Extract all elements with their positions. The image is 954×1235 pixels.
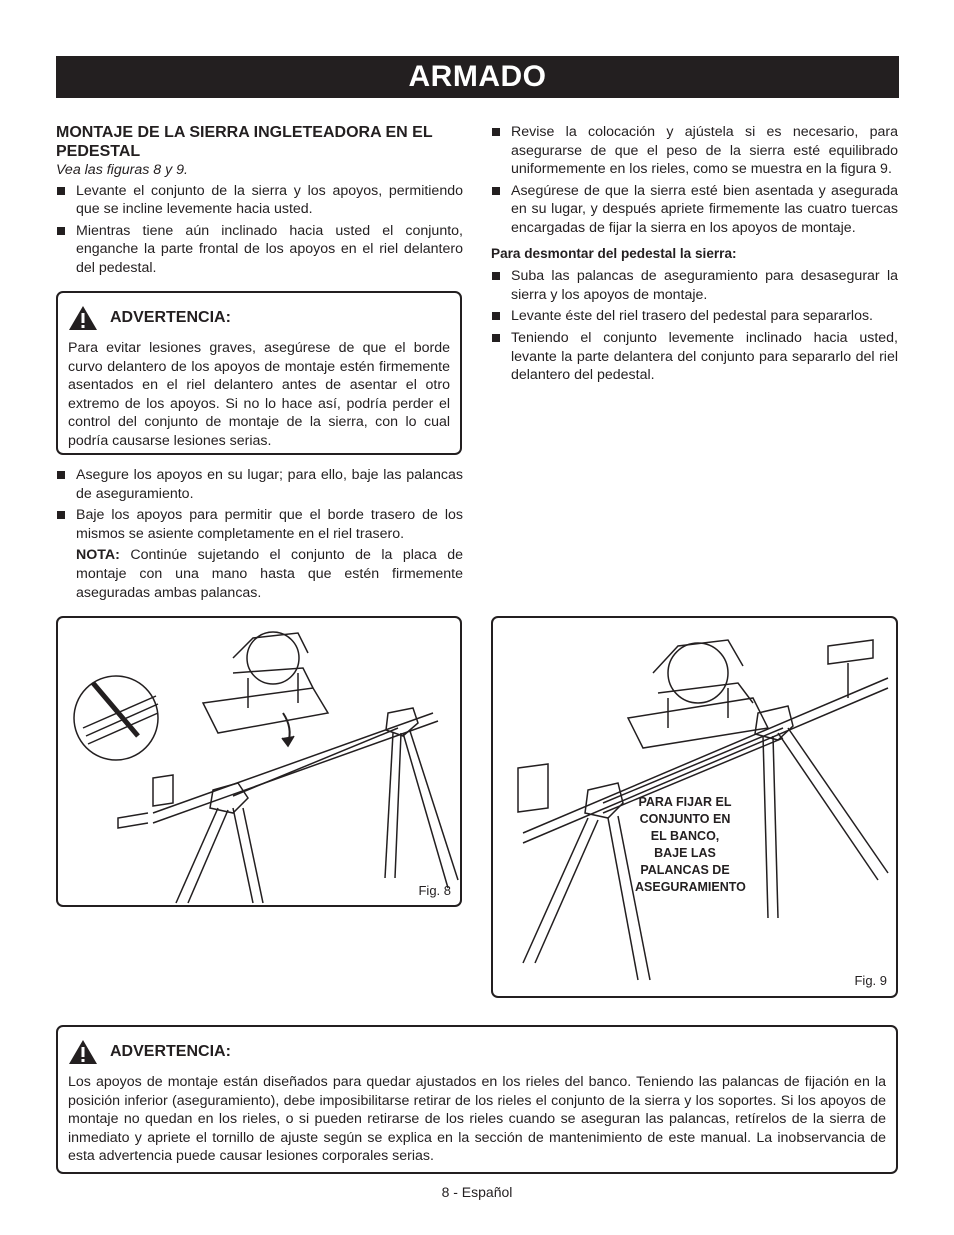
list-item: Asegúrese de que la sierra esté bien asentada y asegurada en su lugar, y después apriete firmemente las cuatro tuercas encargadas de fijar la sierra en los apoyos de montaje. [491,182,898,238]
figure-8 [56,616,462,907]
figure-reference: Vea las figuras 8 y 9. [56,162,188,178]
list-item: Mientras tiene aún inclinado hacia usted el conjunto, enganche la parte frontal de los apoyos en el riel delantero del pedestal. [56,222,463,278]
list-item: Baje los apoyos para permitir que el borde trasero de los mismos se asiente completamente en el riel trasero. [56,506,463,543]
section-heading: MONTAJE DE LA SIERRA INGLETEADORA EN EL PEDESTAL [56,124,433,160]
list-item: Teniendo el conjunto levemente inclinado hacia usted, levante la parte delantera del conjunto para separarlo del riel delantero del pedestal. [491,329,898,385]
warning-box-2 [56,1025,898,1174]
removal-subheading: Para desmontar del pedestal la sierra: [491,245,737,261]
warning-title: ADVERTENCIA: [110,1043,231,1060]
instruction-list-bottom [56,466,463,543]
warning-box-1 [56,291,462,455]
warning-triangle-icon [68,305,98,331]
figure-9-callout: PARA FIJAR EL CONJUNTO EN EL BANCO, BAJE LAS PALANCAS DE ASEGURAMIENTO [635,795,746,894]
removal-list [491,267,898,385]
left-column [56,123,463,281]
check-list [491,123,898,238]
note-text: Continúe sujetando el conjunto de la placa de montaje con una mano hasta que estén firmemente aseguradas ambas palancas. [76,547,463,601]
figure-9 [491,616,898,998]
figure-9-label: Fig. 9 [854,973,887,988]
warning-text: Para evitar lesiones graves, asegúrese de que el borde curvo delantero de los apoyos de montaje estén firmemente asentados en el riel delantero antes de asentar el otro extremo de los apoyos. Si no lo hace así, podría perder el control del conjunto de montaje de la sierra, con lo cual podría causarse lesiones serias. [68,340,450,449]
section-title-banner: ARMADO [56,56,899,98]
note-paragraph [56,546,463,602]
instruction-list-top [56,182,463,278]
note-label: NOTA: [76,547,120,564]
warning-text: Los apoyos de montaje están diseñados para quedar ajustados en los rieles del banco. Teniendo las palancas de fijación en la posición inferior (aseguramiento), debe imposibilitarse retirar de los rieles el conjunto de la sierra y los soportes. Si los apoyos de montaje no quedan en los rieles, o si pueden retirarse de los rieles cuando se aseguran las palancas, retírelos de la sierra de inmediato y apriete el tornillo de ajuste según se explica en la sección de mantenimiento de este manual. La inobservancia de esta advertencia puede causar lesiones corporales serias. [68,1074,886,1165]
list-item: Levante el conjunto de la sierra y los apoyos, permitiendo que se incline levemente hacia usted. [56,182,463,219]
saw-stand-illustration [58,618,460,905]
list-item: Suba las palancas de aseguramiento para desasegurar la sierra y los apoyos de montaje. [491,267,898,304]
figure-8-label: Fig. 8 [418,883,451,898]
list-item: Asegure los apoyos en su lugar; para ello, baje las palancas de aseguramiento. [56,466,463,503]
list-item: Revise la colocación y ajústela si es necesario, para asegurarse de que el peso de la sierra esté equilibrado uniformemente en los rieles, como se muestra en la figura 9. [491,123,898,179]
page-footer: 8 - Español [441,1184,513,1200]
warning-title: ADVERTENCIA: [110,309,231,326]
left-column-lower [56,466,463,602]
warning-triangle-icon [68,1039,98,1065]
list-item: Levante éste del riel trasero del pedestal para separarlos. [491,307,898,326]
right-column [491,123,898,388]
